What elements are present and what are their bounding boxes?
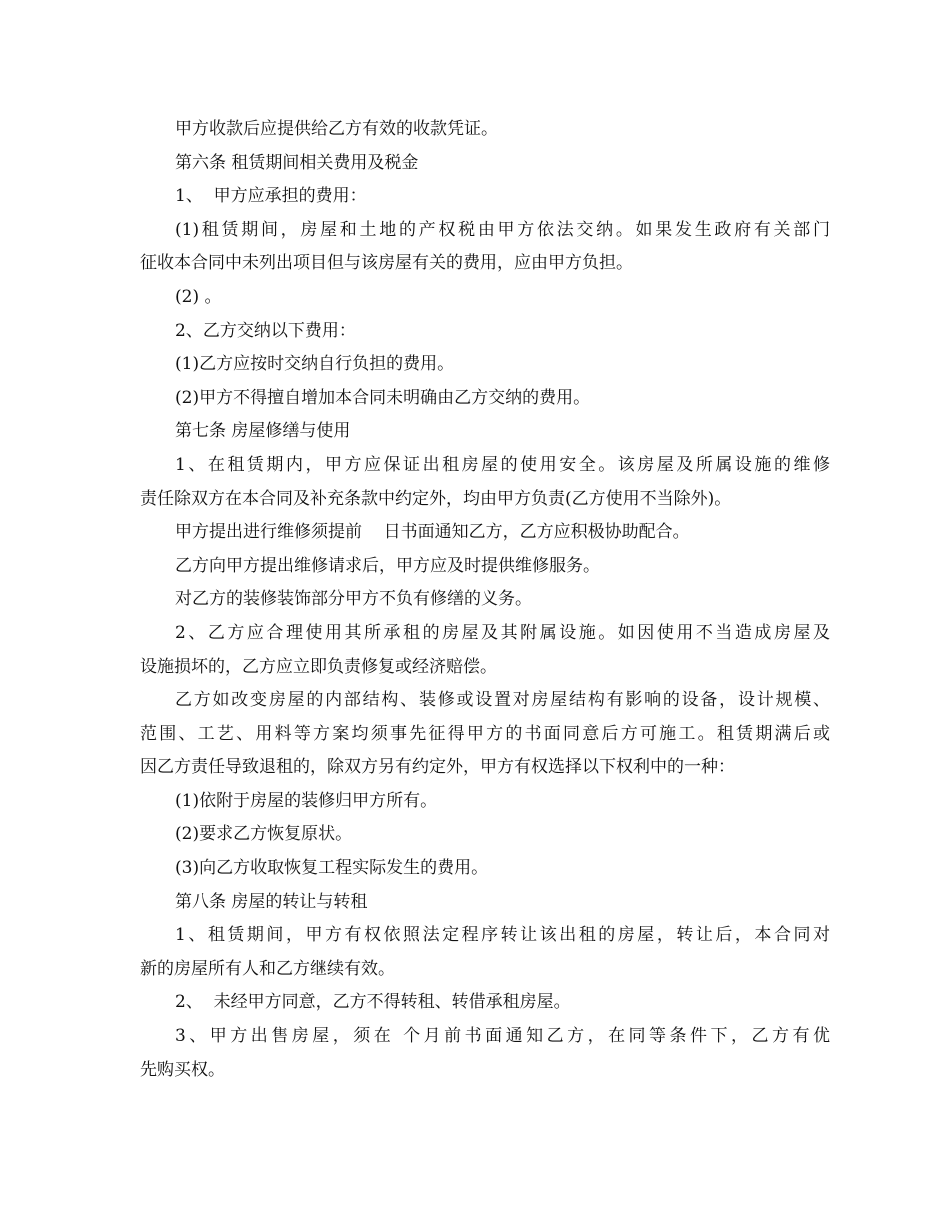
paragraph-line: 乙方如改变房屋的内部结构、装修或设置对房屋结构有影响的设备，设计规模、 — [175, 690, 830, 711]
paragraph-line: 范围、工艺、用料等方案均须事先征得甲方的书面同意后方可施工。租赁期满后或 — [140, 723, 830, 744]
paragraph-line: 征收本合同中未列出项目但与该房屋有关的费用，应由甲方负担。 — [140, 253, 633, 274]
paragraph-line: 2、 未经甲方同意，乙方不得转租、转借承租房屋。 — [175, 992, 571, 1013]
paragraph-line: 2、乙方应合理使用其所承租的房屋及其附属设施。如因使用不当造成房屋及 — [175, 622, 830, 643]
paragraph-line: (2)要求乙方恢复原状。 — [175, 824, 353, 845]
paragraph-line: 第七条 房屋修缮与使用 — [175, 421, 351, 442]
paragraph-line: 因乙方责任导致退租的，除双方另有约定外，甲方有权选择以下权利中的一种： — [140, 757, 735, 778]
paragraph-line: 1、在租赁期内，甲方应保证出租房屋的使用安全。该房屋及所属设施的维修 — [175, 454, 830, 475]
paragraph-line: 乙方向甲方提出维修请求后，甲方应及时提供维修服务。 — [175, 555, 600, 576]
paragraph-line: 1、租赁期间，甲方有权依照法定程序转让该出租的房屋，转让后，本合同对 — [175, 925, 830, 946]
paragraph-line: (2) 。 — [175, 286, 222, 307]
paragraph-line: 责任除双方在本合同及补充条款中约定外，均由甲方负责(乙方使用不当除外)。 — [140, 488, 732, 509]
paragraph-line: 第八条 房屋的转让与转租 — [175, 891, 368, 912]
paragraph-line: 对乙方的装修装饰部分甲方不负有修缮的义务。 — [175, 589, 532, 610]
paragraph-line: (2)甲方不得擅自增加本合同未明确由乙方交纳的费用。 — [175, 387, 591, 408]
paragraph-line: (3)向乙方收取恢复工程实际发生的费用。 — [175, 858, 489, 879]
paragraph-line: (1)乙方应按时交纳自行负担的费用。 — [175, 354, 455, 375]
paragraph-line: 甲方提出进行维修须提前 日书面通知乙方，乙方应积极协助配合。 — [175, 522, 690, 543]
paragraph-line: 2、乙方交纳以下费用： — [175, 320, 356, 341]
paragraph-line: 先购买权。 — [140, 1059, 225, 1080]
document-body — [140, 113, 830, 1087]
paragraph-line: 新的房屋所有人和乙方继续有效。 — [140, 958, 395, 979]
paragraph-line: 甲方收款后应提供给乙方有效的收款凭证。 — [175, 119, 498, 139]
paragraph-line: 设施损坏的，乙方应立即负责修复或经济赔偿。 — [140, 656, 497, 677]
paragraph-line: 3、甲方出售房屋，须在 个月前书面通知乙方，在同等条件下，乙方有优 — [175, 1026, 830, 1047]
paragraph-line: (1)依附于房屋的装修归甲方所有。 — [175, 790, 438, 811]
paragraph-line: 第六条 租赁期间相关费用及税金 — [175, 152, 419, 173]
paragraph-line: 1、 甲方应承担的费用： — [175, 186, 367, 207]
paragraph-line: (1)租赁期间，房屋和土地的产权税由甲方依法交纳。如果发生政府有关部门 — [175, 219, 830, 240]
